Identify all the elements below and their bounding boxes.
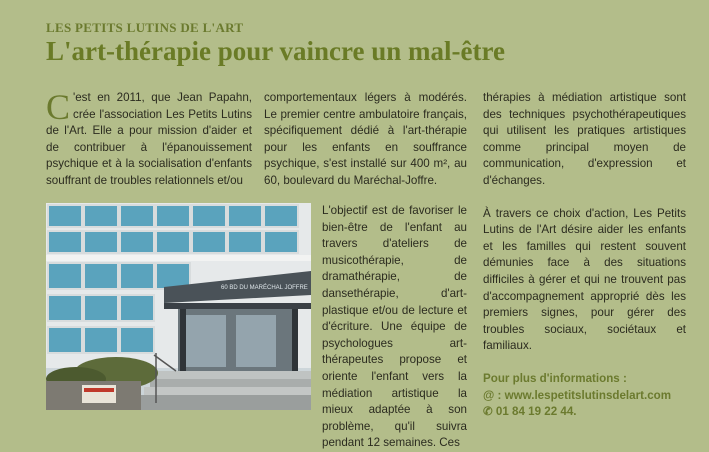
article-column-3: [483, 90, 686, 421]
column-1-text: 'est en 2011, que Jean Papahn, crée l'association Les Petits Lutins de l'Art. Elle a pour mission d'aider et de contribuer à l'épanouissement psychique et à la socialisation d'enfants souffrant de troubles relationnels et/ou: [46, 91, 252, 187]
article-column-1: [46, 87, 252, 190]
article-column-2-top: [264, 90, 467, 190]
article-headline: L'art-thérapie pour vaincre un mal-être: [46, 36, 505, 66]
phone-number[interactable]: ✆ 01 84 19 22 44.: [483, 405, 577, 419]
building-photo: [46, 203, 311, 410]
column-3-paragraph-2: À travers ce choix d'action, Les Petits Lutins de l'Art désire aider les enfants et les familles qui restent souvent démunies face à des situations difficiles à gérer et qui ne trouvent pas d'accompagnement approprié dès les premiers signes, pour gérer des troubles sociaux, sociétaux et familiaux.: [483, 206, 686, 353]
website-link[interactable]: @ : www.lespetitslutinsdelart.com: [483, 388, 672, 402]
info-heading: Pour plus d'informations :: [483, 371, 627, 385]
section-kicker: LES PETITS LUTINS DE L'ART: [46, 20, 244, 35]
column-2-bottom-text: L'objectif est de favoriser le bien-être de l'enfant au travers d'ateliers de musicothérapie, de dramathérapie, de dansethérapie, d'art-plastique et/ou de lecture et d'écriture. Une équipe de psychologues art-thérapeutes propose et oriente l'enfant vers la médiation artistique la mieux adaptée à son problème, qu'il suivra pendant 12 semaines. Ces: [322, 204, 467, 450]
building-photo-image: [46, 203, 311, 410]
building-sign: 60 BD DU MARÉCHAL JOFFRE: [221, 285, 308, 291]
article-column-2-bottom: [322, 203, 467, 452]
column-3-paragraph-1: thérapies à médiation artistique sont des techniques psychothérapeutiques qui utilisent les pratiques artistiques comme principal moyen de communication, d'expression et d'échanges.: [483, 91, 686, 187]
drop-cap: C: [46, 87, 71, 127]
column-2-top-text: comportementaux légers à modérés. Le premier centre ambulatoire français, spécifiquement dédié à l'art-thérapie pour les enfants en souffrance psychique, s'est installé sur 400 m², au 60, boulevard du Maréchal-Joffre.: [264, 91, 467, 187]
